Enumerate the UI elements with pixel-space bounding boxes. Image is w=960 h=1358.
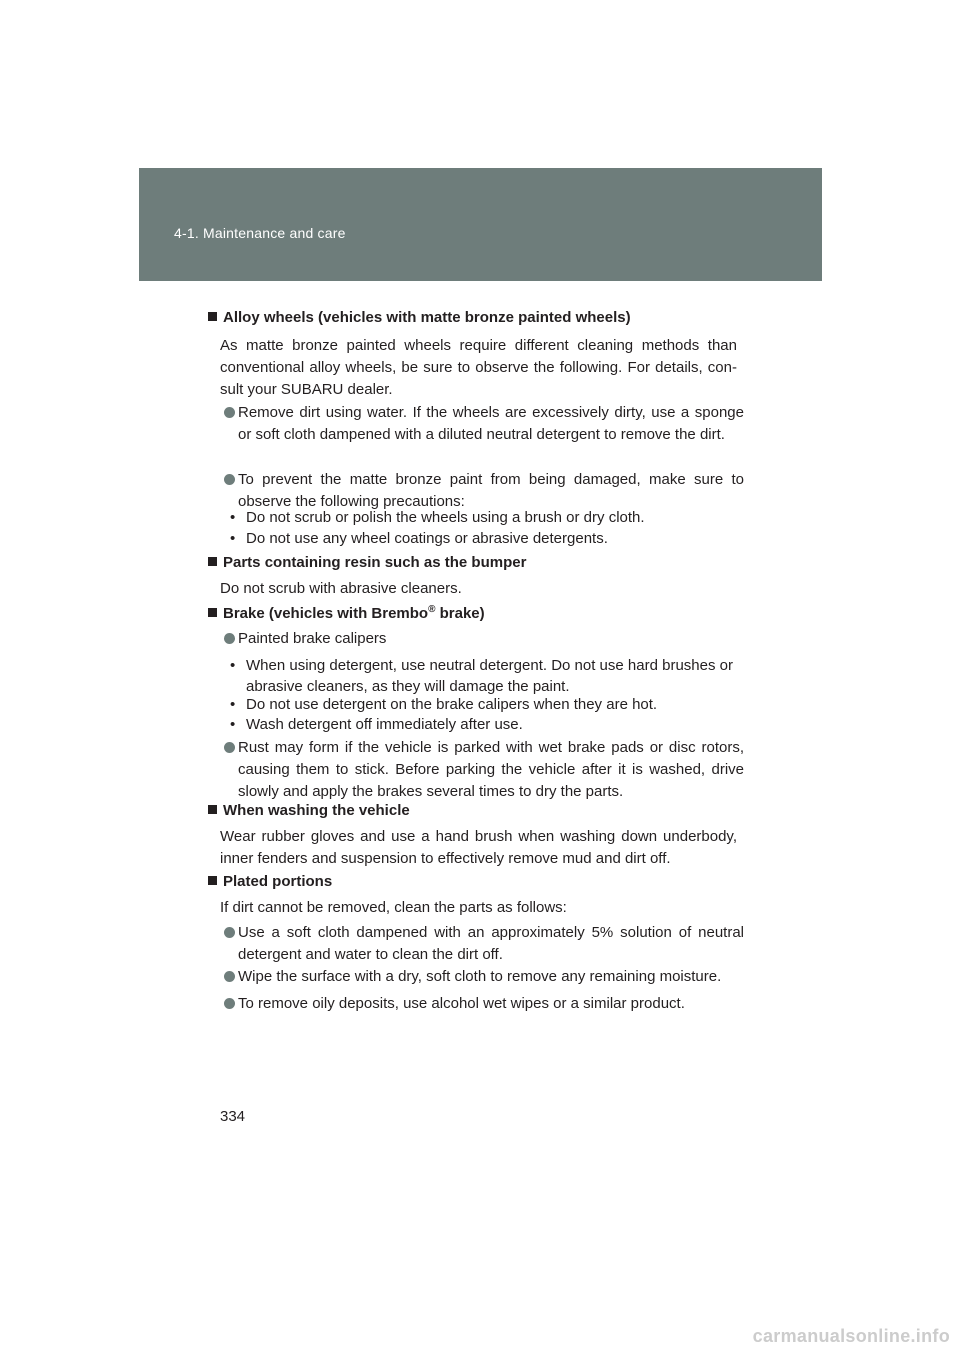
brake-sub-1: • When using detergent, use neutral detergent. Do not use hard brushes or abrasive cleaners, as they will damage the paint. — [230, 657, 733, 695]
plated-bullet-2: Wipe the surface with a dry, soft cloth to remove any remaining moisture. — [224, 966, 744, 988]
brake-bullet-2: Rust may form if the vehicle is parked with wet brake pads or disc rotors, causing them to stick. Before parking the vehicle after it is washed, drive slowly and apply the brakes several times to dry the parts. — [224, 737, 744, 803]
circle-bullet-icon — [224, 474, 235, 485]
square-bullet-icon — [208, 557, 217, 566]
heading-plated: Plated portions — [208, 872, 332, 892]
heading-washing: When washing the vehicle — [208, 801, 410, 821]
alloy-sub-2: • Do not use any wheel coatings or abrasive detergents. — [230, 530, 608, 547]
plated-bullet-1: Use a soft cloth dampened with an approximately 5% solution of neutral detergent and water to clean the dirt off. — [224, 922, 744, 966]
brake-sub-3: • Wash detergent off immediately after use. — [230, 716, 523, 733]
heading-alloy-wheels: Alloy wheels (vehicles with matte bronze painted wheels) — [208, 308, 631, 328]
circle-bullet-icon — [224, 998, 235, 1009]
section-header-band — [139, 168, 822, 281]
dot-bullet-icon: • — [230, 657, 236, 674]
square-bullet-icon — [208, 876, 217, 885]
brake-bullet-1: Painted brake calipers — [224, 628, 744, 650]
dot-bullet-icon: • — [230, 530, 236, 547]
square-bullet-icon — [208, 608, 217, 617]
heading-resin-parts: Parts containing resin such as the bumper — [208, 553, 526, 573]
section-title: 4-1. Maintenance and care — [174, 225, 346, 241]
circle-bullet-icon — [224, 971, 235, 982]
circle-bullet-icon — [224, 742, 235, 753]
washing-text: Wear rubber gloves and use a hand brush when washing down underbody, inner fenders and suspension to effectively remove mud and dirt off. — [220, 828, 737, 867]
dot-bullet-icon: • — [230, 509, 236, 526]
circle-bullet-icon — [224, 927, 235, 938]
plated-text: If dirt cannot be removed, clean the parts as follows: — [220, 899, 567, 916]
resin-text: Do not scrub with abrasive cleaners. — [220, 580, 462, 597]
circle-bullet-icon — [224, 633, 235, 644]
page-number: 334 — [220, 1108, 246, 1125]
watermark: carmanualsonline.info — [752, 1326, 950, 1346]
circle-bullet-icon — [224, 407, 235, 418]
plated-bullet-3: To remove oily deposits, use alcohol wet wipes or a similar product. — [224, 993, 744, 1015]
alloy-bullet-2: To prevent the matte bronze paint from being damaged, make sure to observe the following precautions: — [224, 469, 744, 513]
dot-bullet-icon: • — [230, 696, 236, 713]
alloy-sub-1: • Do not scrub or polish the wheels using a brush or dry cloth. — [230, 509, 645, 526]
registered-mark: ® — [428, 604, 436, 615]
square-bullet-icon — [208, 312, 217, 321]
alloy-bullet-1: Remove dirt using water. If the wheels are excessively dirty, use a sponge or soft cloth dampened with a diluted neutral detergent to remove the dirt. — [224, 402, 744, 446]
brake-sub-2: • Do not use detergent on the brake calipers when they are hot. — [230, 696, 658, 713]
dot-bullet-icon: • — [230, 716, 236, 733]
alloy-intro: As matte bronze painted wheels require different cleaning methods than conventional alloy wheels, be sure to observe the following. For details, con- sult your SUBARU dealer. — [220, 337, 737, 398]
square-bullet-icon — [208, 805, 217, 814]
heading-brake: Brake (vehicles with Brembo® brake) — [208, 604, 485, 624]
